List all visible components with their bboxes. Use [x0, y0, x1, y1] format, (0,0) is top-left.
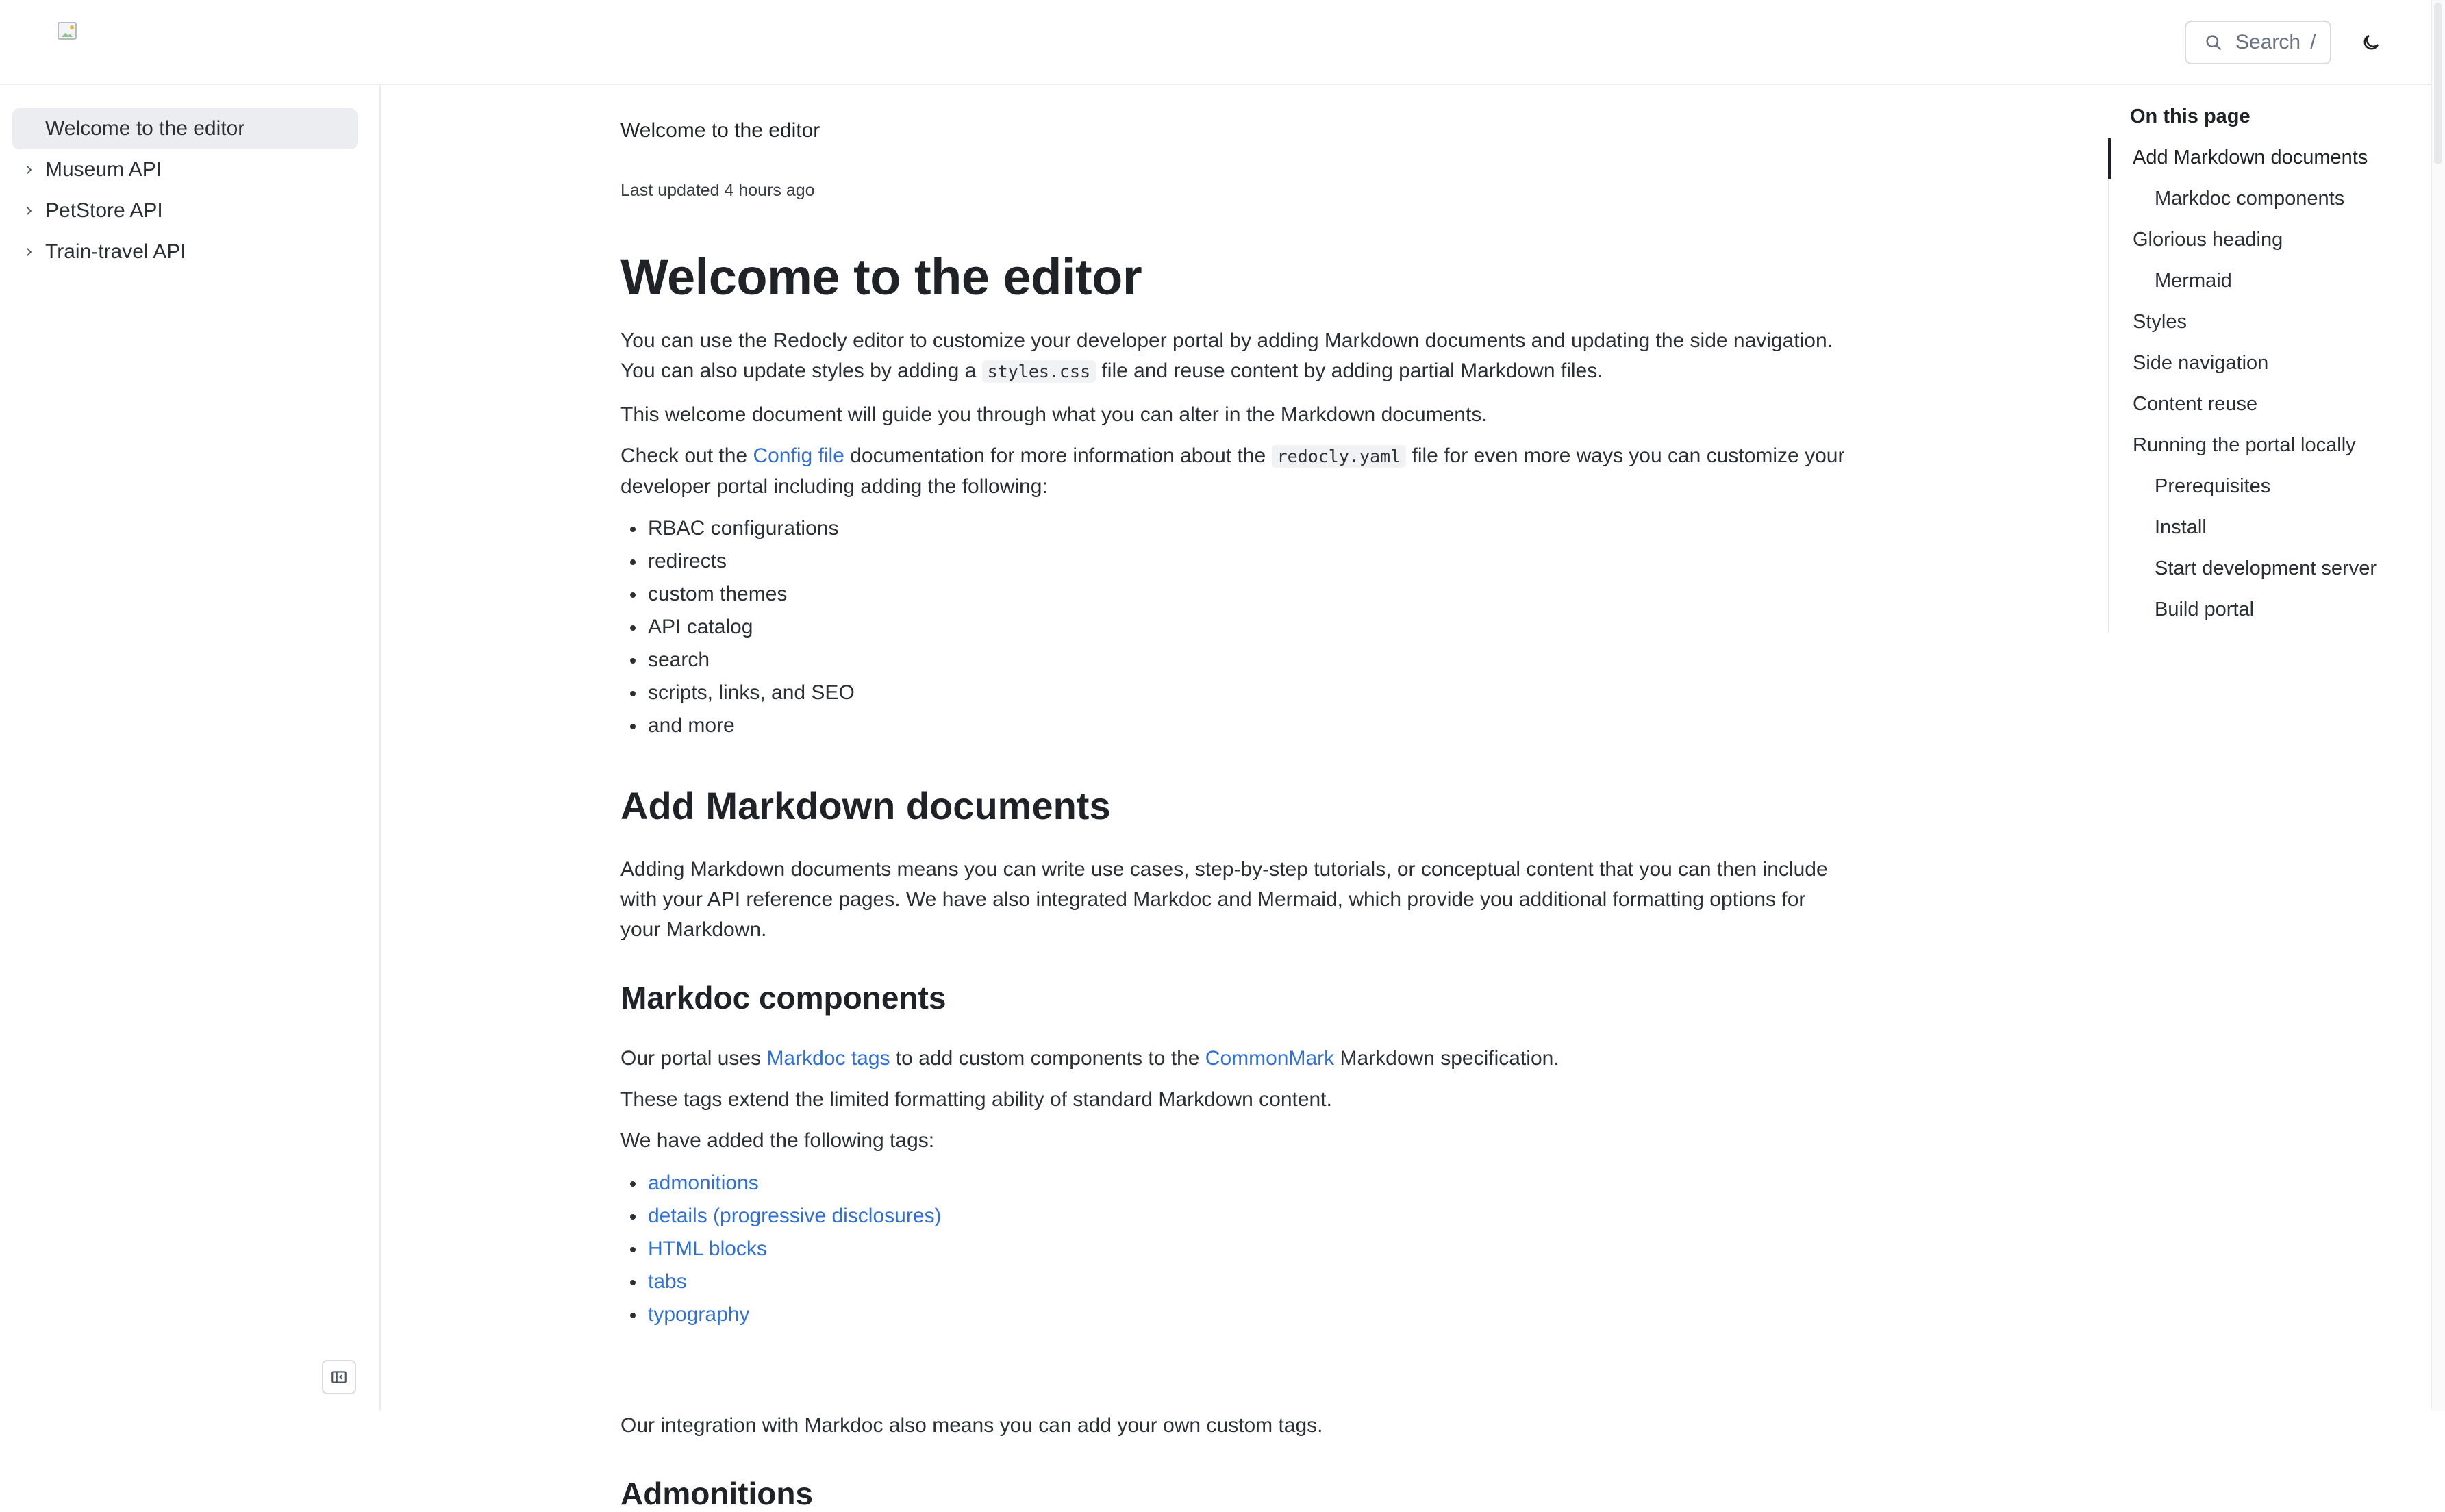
search-label: Search — [2235, 31, 2301, 53]
markdoc-tags-link[interactable]: Markdoc tags — [766, 1047, 890, 1070]
search-icon — [2204, 33, 2223, 52]
list-item: and more — [648, 709, 855, 742]
tags-list — [648, 1167, 942, 1331]
intro-paragraph-2: This welcome document will guide you through what you can alter in the Markdown documents. — [620, 403, 1488, 426]
admonitions-link[interactable]: admonitions — [648, 1172, 759, 1194]
features-list — [648, 512, 855, 742]
list-item: scripts, links, and SEO — [648, 677, 855, 709]
sidebar — [0, 85, 381, 1411]
commonmark-link[interactable]: CommonMark — [1205, 1047, 1335, 1070]
toc-divider — [2108, 138, 2109, 633]
typography-link[interactable]: typography — [648, 1303, 750, 1326]
toc-item-start-development-server[interactable]: Start development server — [2155, 557, 2377, 579]
html-blocks-link[interactable]: HTML blocks — [648, 1237, 767, 1260]
search-shortcut: / — [2310, 31, 2316, 53]
toc-item-mermaid[interactable]: Mermaid — [2155, 270, 2232, 292]
sidebar-item-label: Museum API — [45, 158, 162, 181]
breadcrumb[interactable]: Welcome to the editor — [620, 119, 820, 142]
add-markdown-paragraph: Adding Markdown documents means you can write use cases, step-by-step tutorials, or conceptual content that you can then include with your API reference pages. We have also integrated Markdoc and Mermaid, which provide you additional formatting options for your Markdown. — [620, 858, 1828, 941]
scrollbar-track[interactable] — [2431, 0, 2445, 1411]
text-run: to add custom components to the — [890, 1047, 1205, 1070]
text-run: file and reuse content by adding partial Markdown files. — [1096, 360, 1603, 382]
list-item: custom themes — [648, 578, 855, 611]
last-updated: Last updated 4 hours ago — [620, 181, 815, 200]
sidebar-collapse-icon — [330, 1368, 348, 1386]
toc-item-glorious-heading[interactable]: Glorious heading — [2133, 229, 2283, 251]
list-item — [648, 1233, 942, 1265]
broken-image-icon — [58, 22, 77, 40]
toc-title: On this page — [2130, 105, 2250, 127]
text-run: Check out the — [620, 444, 753, 467]
list-item — [648, 1265, 942, 1298]
sidebar-item-petstore-api[interactable] — [12, 190, 358, 231]
sidebar-item-welcome[interactable] — [12, 108, 358, 149]
sidebar-item-train-travel-api[interactable] — [12, 231, 358, 273]
toc-item-build-portal[interactable]: Build portal — [2155, 598, 2255, 620]
moon-icon — [2361, 32, 2381, 53]
search-input[interactable] — [2185, 21, 2331, 64]
inline-code-redocly-yaml: redocly.yaml — [1272, 445, 1407, 468]
toc-item-markdoc-components[interactable]: Markdoc components — [2155, 188, 2345, 210]
list-item — [648, 1200, 942, 1233]
logo[interactable] — [58, 22, 81, 45]
toc-item-running-the-portal-locally[interactable]: Running the portal locally — [2133, 434, 2356, 456]
toc-item-add-markdown-documents[interactable]: Add Markdown documents — [2133, 147, 2368, 168]
toc-item-prerequisites[interactable]: Prerequisites — [2155, 475, 2271, 497]
text-run: You can use the Redocly editor to customize your developer portal by adding Markdown documents and updating the side navigation. You can also update styles by adding a — [620, 329, 1833, 382]
details-link[interactable]: details (progressive disclosures) — [648, 1205, 942, 1227]
list-item — [648, 1298, 942, 1331]
toc-item-install[interactable]: Install — [2155, 516, 2207, 538]
markdoc-paragraph-3: We have added the following tags: — [620, 1129, 935, 1152]
sidebar-item-label: Welcome to the editor — [45, 117, 245, 140]
sidebar-collapse-button[interactable] — [322, 1360, 356, 1394]
tabs-link[interactable]: tabs — [648, 1270, 687, 1293]
text-run: Our portal uses — [620, 1047, 767, 1070]
page-title: Welcome to the editor — [620, 249, 1142, 305]
sidebar-item-label: PetStore API — [45, 199, 163, 222]
config-file-link[interactable]: Config file — [753, 444, 844, 467]
heading-markdoc-components: Markdoc components — [620, 980, 946, 1016]
inline-code-styles-css: styles.css — [982, 360, 1096, 383]
heading-add-markdown-documents: Add Markdown documents — [620, 784, 1111, 827]
chevron-right-icon[interactable] — [12, 164, 45, 176]
chevron-right-icon[interactable] — [12, 205, 45, 217]
intro-paragraph-1 — [620, 326, 1846, 387]
sidebar-item-label: Train-travel API — [45, 240, 186, 263]
markdoc-paragraph-2: These tags extend the limited formatting ability of standard Markdown content. — [620, 1088, 1332, 1111]
list-item: redirects — [648, 545, 855, 578]
scrollbar-thumb[interactable] — [2434, 3, 2442, 164]
list-item: API catalog — [648, 611, 855, 644]
markdoc-paragraph-1 — [620, 1044, 1846, 1074]
toc-active-indicator — [2108, 138, 2111, 179]
toc-item-side-navigation[interactable]: Side navigation — [2133, 352, 2269, 374]
chevron-right-icon[interactable] — [12, 246, 45, 258]
top-header — [0, 0, 2445, 85]
list-item — [648, 1167, 942, 1200]
sidebar-item-museum-api[interactable] — [12, 149, 358, 190]
list-item: RBAC configurations — [648, 512, 855, 545]
toc-item-content-reuse[interactable]: Content reuse — [2133, 393, 2258, 415]
theme-toggle-button[interactable] — [2356, 27, 2386, 58]
text-run: file for even more ways you can customize your developer portal including adding the following: — [620, 444, 1845, 498]
text-run: documentation for more information about the — [844, 444, 1272, 467]
text-run: Markdown specification. — [1334, 1047, 1559, 1070]
markdoc-paragraph-4: Our integration with Markdoc also means you can add your own custom tags. — [620, 1414, 1323, 1437]
toc-item-styles[interactable]: Styles — [2133, 311, 2187, 333]
heading-admonitions: Admonitions — [620, 1476, 814, 1511]
list-item: search — [648, 644, 855, 677]
intro-paragraph-3 — [620, 441, 1846, 502]
